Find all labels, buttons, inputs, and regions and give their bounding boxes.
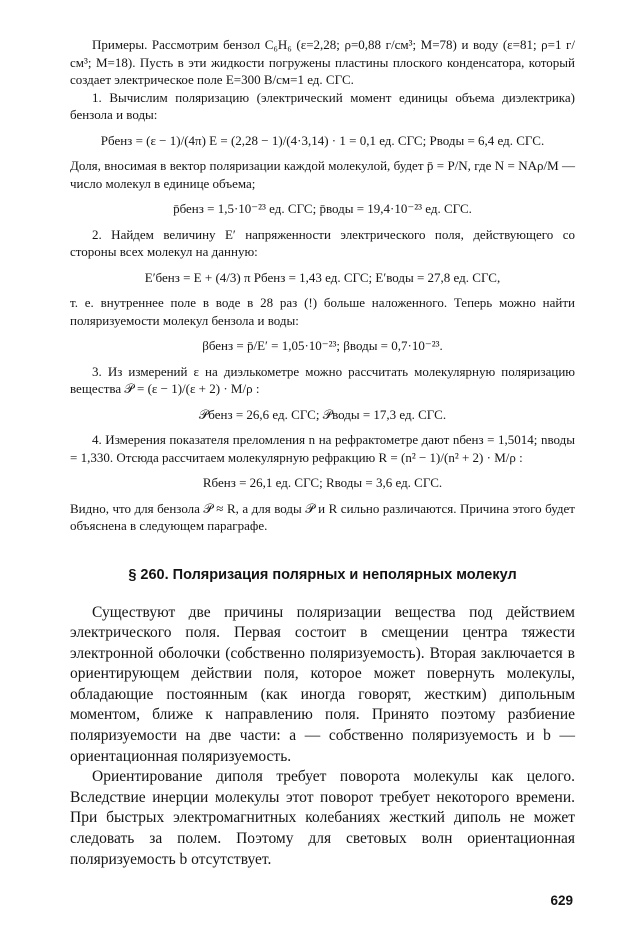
formula-dipole-moment: p̄бенз = 1,5·10⁻²³ ед. СГС; p̄воды = 19,4·10⁻²³ ед. СГС. [173,201,472,216]
step-4-text: 4. Измерения показателя преломления n на рефрактометре дают nбенз = 1,5014; nводы = 1,330. Отсюда рассчитаем молекулярную рефракцию R = (n² − 1)/(n² + 2) · M/ρ : [70,432,575,465]
conclusion-text: Видно, что для бензола 𝒫 ≈ R, а для воды 𝒫 и R сильно различаются. Причина этого будет объяснена в следующем параграфе. [70,500,575,533]
formula-internal-field: E′бенз = E + (4/3) π Pбенз = 1,43 ед. СГС; E′воды = 27,8 ед. СГС, [144,269,501,285]
dipole-share-text: Доля, вносимая в вектор поляризации каждой молекулой, будет p̄ = P/N, где N = NAρ/M — число молекул в единице объема; [70,158,575,191]
formula-polarization: Pбенз = (ε − 1)/(4π) E = (2,28 − 1)/(4·3,14) · 1 = 0,1 ед. СГС; Pводы = 6,4 ед. СГС. [100,132,545,148]
section-heading: § 260. Поляризация полярных и неполярных молекул [128,566,517,583]
section-paragraph-2: Ориентирование диполя требует поворота молекулы как целого. Вследствие инерции молекулы этот поворот требует некоторого времени. При быстрых электромагнитных колебаниях жесткий диполь не может следовать за полем. Поэтому для световых волн ориентационная поляризуемость b отсутствует. [70,768,575,868]
page-body [70,36,575,870]
section-body [70,603,575,871]
step-3-text: 3. Из измерений ε на диэлькометре можно рассчитать молекулярную поляризацию вещества 𝒫 = (ε − 1)/(ε + 2) · M/ρ : [70,363,575,396]
step-1-text: 1. Вычислим поляризацию (электрический момент единицы объема диэлектрика) бензола и воды: [70,89,575,122]
formula-refraction: Rбенз = 26,1 ед. СГС; Rводы = 3,6 ед. СГС. [202,475,443,490]
examples-intro: Примеры. Рассмотрим бензол C₆H₆ (ε=2,28; ρ=0,88 г/см³; M=78) и воду (ε=81; ρ=1 г/см³; M=18). Пусть в эти жидкости погружены пластины плоского конденсатора, который создает электрическое поле E=300 В/см=1 ед. СГС. [70,37,575,87]
page-number: 629 [550,893,573,908]
step-2-text: 2. Найдем величину E′ напряженности электрического поля, действующего со стороны всех молекул на данную: [70,226,575,259]
formula-molar-polarization: 𝒫бенз = 26,6 ед. СГС; 𝒫воды = 17,3 ед. СГС. [198,406,447,422]
formula-polarizability: βбенз = p̄/E′ = 1,05·10⁻²³; βводы = 0,7·10⁻²³. [202,338,443,353]
internal-field-comment: т. е. внутреннее поле в воде в 28 раз (!) больше наложенного. Теперь можно найти поляризуемости молекул бензола и воды: [70,295,575,328]
section-paragraph-1: Существуют две причины поляризации вещества под действием электрического поля. Первая состоит в смещении центра тяжести электронной оболочки (собственно поляризуемость). Вторая заключается в ориентирующем действии поля, которое может повернуть молекулы, обладающие постоянным (как иногда говорят, жестким) дипольным моментом, ближе к направлению поля. Принято поэтому разбиение поляризуемости на две части: a — собственно поляризуемость и b — ориентационная поляризуемость. [70,603,575,765]
examples-block [70,36,575,535]
